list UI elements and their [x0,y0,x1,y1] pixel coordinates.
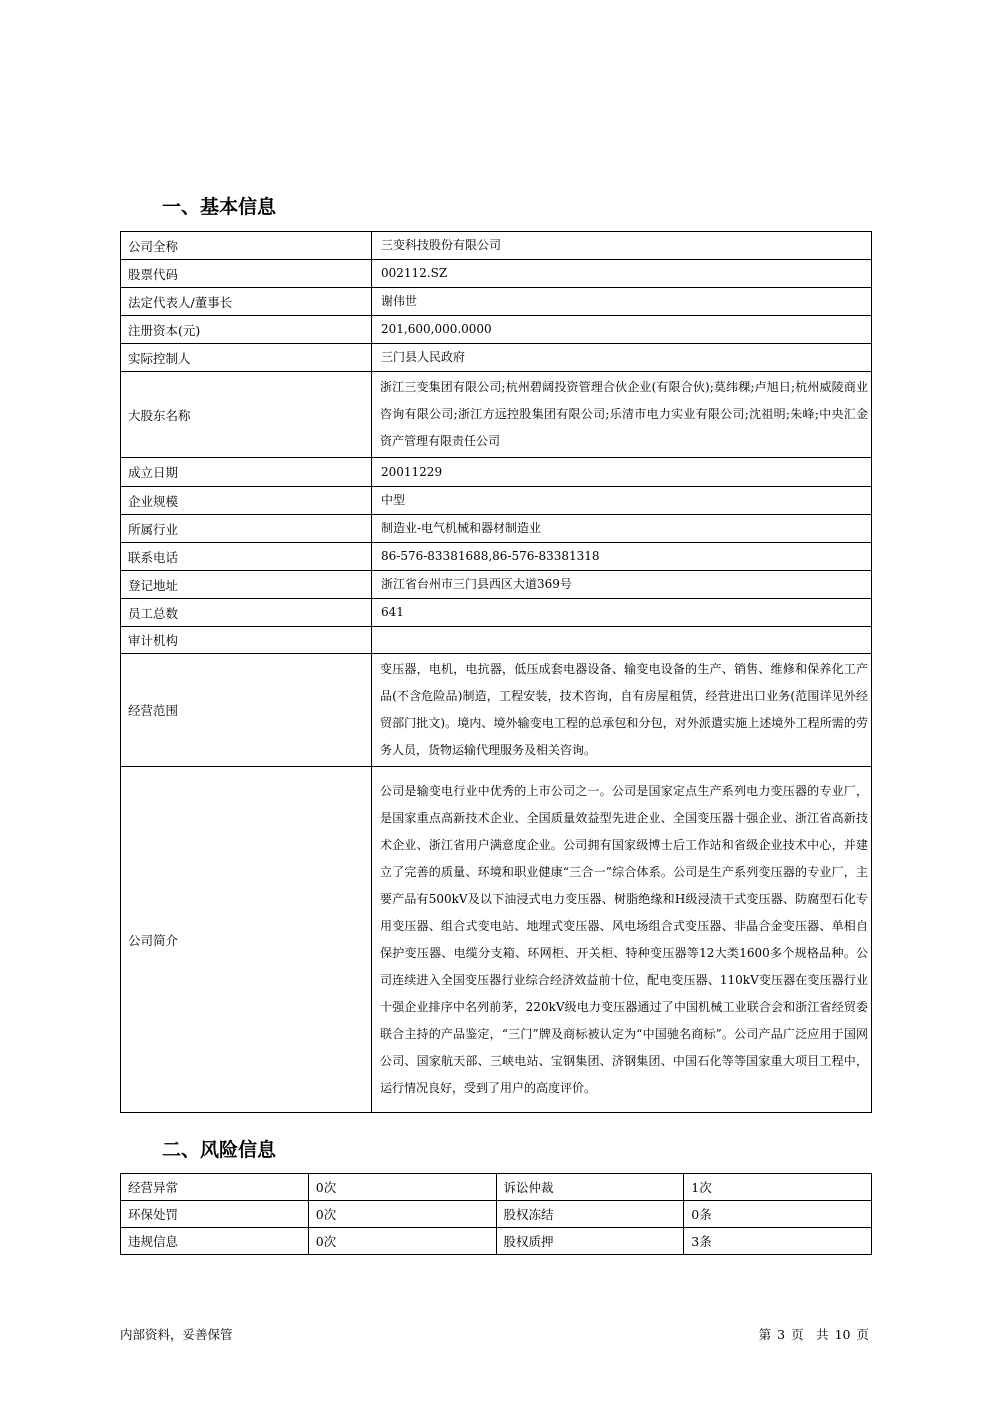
table-row [121,654,872,767]
table-row [121,1201,872,1228]
field-label: 股票代码 [121,260,372,288]
table-row [121,372,872,458]
field-label: 所属行业 [121,515,372,543]
table-row [121,260,872,288]
table-row [121,458,872,487]
footer-confidential-note: 内部资料，妥善保管 [120,1327,233,1342]
field-label: 公司全称 [121,232,372,260]
field-label: 注册资本(元) [121,316,372,344]
field-value: 201,600,000.0000 [372,316,872,344]
page-suffix: 页 [856,1327,869,1342]
field-value: 86-576-83381688,86-576-83381318 [372,543,872,571]
risk-value: 0次 [308,1174,496,1201]
risk-value: 0条 [684,1201,872,1228]
field-value: 20011229 [372,458,872,487]
risk-label: 股权质押 [496,1228,684,1255]
table-row [121,1174,872,1201]
field-label: 大股东名称 [121,372,372,458]
table-row [121,515,872,543]
risk-label: 股权冻结 [496,1201,684,1228]
field-value: 中型 [372,487,872,515]
table-row [121,571,872,599]
field-value: 浙江省台州市三门县西区大道369号 [372,571,872,599]
field-label: 企业规模 [121,487,372,515]
field-value: 三变科技股份有限公司 [372,232,872,260]
field-label: 经营范围 [121,654,372,767]
section-title-risk-info: 二、风险信息 [162,1139,277,1161]
risk-label: 环保处罚 [121,1201,309,1228]
table-row [121,599,872,627]
risk-value: 1次 [684,1174,872,1201]
field-label: 联系电话 [121,543,372,571]
table-row [121,627,872,654]
footer-page-number [756,1325,872,1343]
field-label: 法定代表人/董事长 [121,288,372,316]
field-value: 谢伟世 [372,288,872,316]
field-label: 成立日期 [121,458,372,487]
field-value: 002112.SZ [372,260,872,288]
table-row [121,767,872,1113]
field-value: 公司是输变电行业中优秀的上市公司之一。公司是国家定点生产系列电力变压器的专业厂，是国家重点高新技术企业、全国质量效益型先进企业、全国变压器十强企业、浙江省高新技术企业、浙江省用户满意度企业。公司拥有国家级博士后工作站和省级企业技术中心，并建立了完善的质量、环境和职业健康“三合一”综合体系。公司是生产系列变压器的专业厂，主要产品有500kV及以下油浸式电力变压器、树脂绝缘和H级浸渍干式变压器、防腐型石化专用变压器、组合式变电站、地埋式变压器、风电场组合式变压器、非晶合金变压器、单相自保护变压器、电缆分支箱、环网柜、开关柜、特种变压器等12大类1600多个规格品种。公司连续进入全国变压器行业综合经济效益前十位，配电变压器、110kV变压器在变压器行业十强企业排序中名列前茅，220kV级电力变压器通过了中国机械工业联合会和浙江省经贸委联合主持的产品鉴定，“三门”牌及商标被认定为“中国驰名商标”。公司产品广泛应用于国网公司、国家航天部、三峡电站、宝钢集团、济钢集团、中国石化等等国家重大项目工程中，运行情况良好，受到了用户的高度评价。 [372,767,872,1113]
risk-info-table [120,1173,872,1255]
table-row [121,344,872,372]
field-value: 641 [372,599,872,627]
page-total: 10 [834,1327,851,1342]
field-label: 审计机构 [121,627,372,654]
field-value: 制造业-电气机械和器材制造业 [372,515,872,543]
section-title-basic-info: 一、基本信息 [162,196,277,218]
field-value [372,627,872,654]
field-value: 三门县人民政府 [372,344,872,372]
risk-value: 0次 [308,1228,496,1255]
page-mid: 页 共 [791,1327,829,1342]
field-label: 登记地址 [121,571,372,599]
field-label: 实际控制人 [121,344,372,372]
table-row [121,288,872,316]
table-row [121,232,872,260]
table-row [121,1228,872,1255]
risk-label: 经营异常 [121,1174,309,1201]
field-label: 员工总数 [121,599,372,627]
field-label: 公司简介 [121,767,372,1113]
page-prefix: 第 [758,1327,772,1342]
field-value: 变压器，电机，电抗器，低压成套电器设备、输变电设备的生产、销售、维修和保养化工产品(不含危险品)制造，工程安装，技术咨询，自有房屋租赁，经营进出口业务(范围详见外经贸部门批文)。境内、境外输变电工程的总承包和分包，对外派遣实施上述境外工程所需的劳务人员，货物运输代理服务及相关咨询。 [372,654,872,767]
risk-label: 违规信息 [121,1228,309,1255]
table-row [121,543,872,571]
field-value: 浙江三变集团有限公司;杭州碧阔投资管理合伙企业(有限合伙);莫纬稞;卢旭日;杭州威陵商业咨询有限公司;浙江方远控股集团有限公司;乐清市电力实业有限公司;沈祖明;朱峰;中央汇金资产管理有限责任公司 [372,372,872,458]
risk-label: 诉讼仲裁 [496,1174,684,1201]
risk-value: 3条 [684,1228,872,1255]
basic-info-table [120,231,872,1113]
table-row [121,316,872,344]
risk-value: 0次 [308,1201,496,1228]
table-row [121,487,872,515]
page-current: 3 [777,1327,786,1342]
